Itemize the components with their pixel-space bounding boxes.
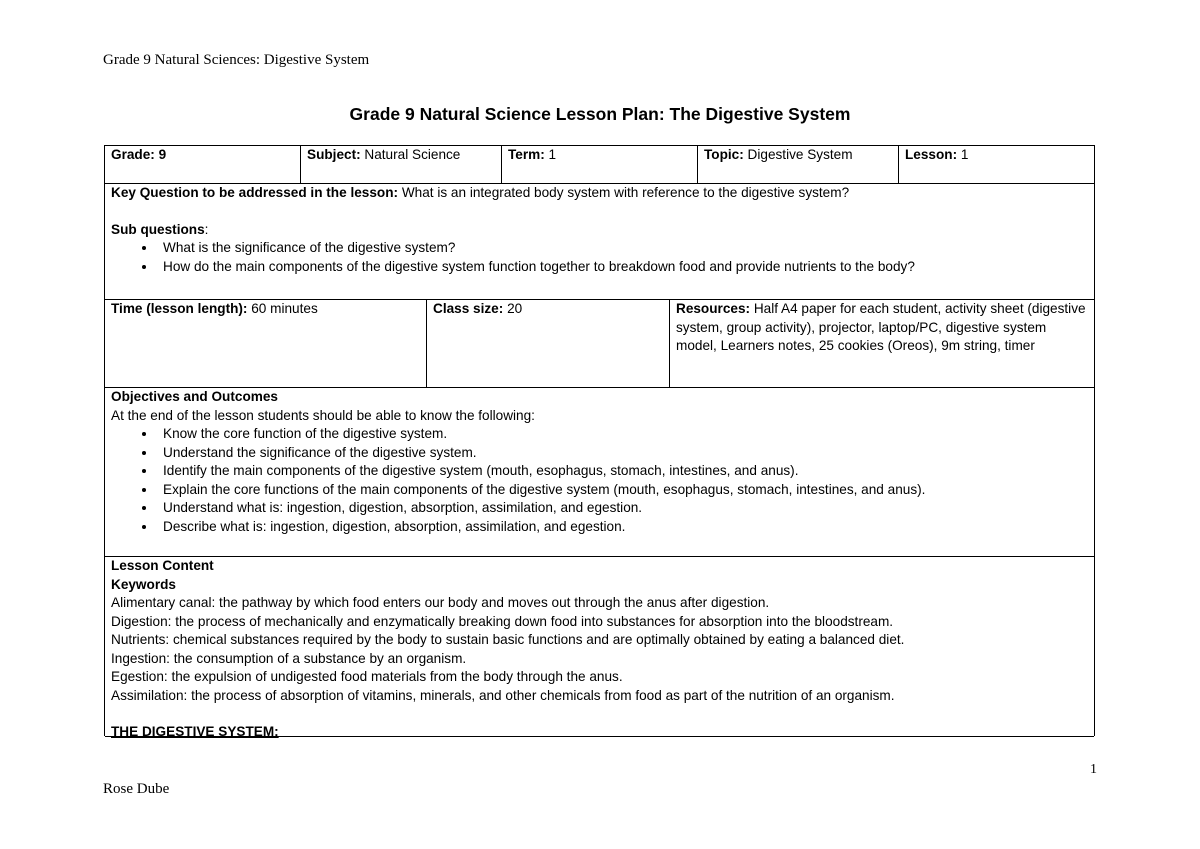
- key-question: Key Question to be addressed in the lesson: What is an integrated body system with reference to the digestive system?: [111, 185, 850, 200]
- lesson-plan-table: [104, 145, 1095, 739]
- objectives-intro: At the end of the lesson students should be able to know the following:: [111, 407, 535, 423]
- objectives-list: [105, 425, 1094, 536]
- keyword-line: Egestion: the expulsion of undigested food materials from the body through the anus.: [111, 669, 623, 684]
- list-item: • Understand the significance of the digestive system.: [157, 444, 1094, 463]
- term-cell: Term: 1: [502, 146, 698, 183]
- list-item: • Understand what is: ingestion, digestion, absorption, assimilation, and egestion.: [157, 499, 1094, 518]
- author-footer: Rose Dube: [103, 781, 170, 797]
- keyword-line: Assimilation: the process of absorption of vitamins, minerals, and other chemicals from food as part of the nutrition of an organism.: [111, 687, 895, 703]
- sub-questions-list: [105, 239, 1094, 276]
- section-heading: THE DIGESTIVE SYSTEM:: [111, 724, 279, 739]
- resources-cell: Resources: Half A4 paper for each student, activity sheet (digestive system, group activity), projector, laptop/PC, digestive system model, Learners notes, 25 cookies (Oreos), 9m string, timer: [676, 301, 1086, 353]
- keyword-line: Nutrients: chemical substances required by the body to sustain basic functions and are optimally obtained by eating a balanced diet.: [111, 632, 905, 647]
- sub-questions-heading: Sub questions:: [111, 221, 209, 237]
- table-row-objectives: [105, 388, 1094, 557]
- page-title: Grade 9 Natural Science Lesson Plan: The Digestive System: [349, 104, 851, 124]
- table-row-key-question: [105, 184, 1094, 300]
- list-item: • How do the main components of the digestive system function together to breakdown food and provide nutrients to the body?: [157, 258, 1094, 277]
- time-cell: Time (lesson length): 60 minutes: [105, 300, 427, 387]
- grade-cell: Grade: 9: [105, 146, 301, 183]
- topic-cell: Topic: Digestive System: [698, 146, 899, 183]
- list-item: • Identify the main components of the digestive system (mouth, esophagus, stomach, intestines, and anus).: [157, 462, 1094, 481]
- keyword-line: Alimentary canal: the pathway by which food enters our body and moves out through the anus after digestion.: [111, 595, 770, 610]
- objectives-heading: Objectives and Outcomes: [111, 389, 278, 404]
- page-number: 1: [1090, 762, 1097, 777]
- running-header: Grade 9 Natural Sciences: Digestive System: [103, 52, 370, 68]
- list-item: • Explain the core functions of the main components of the digestive system (mouth, esophagus, stomach, intestines, and anus).: [157, 481, 1094, 500]
- subject-cell: Subject: Natural Science: [301, 146, 502, 183]
- list-item: • What is the significance of the digestive system?: [157, 239, 1094, 258]
- keywords-heading: Keywords: [111, 576, 176, 592]
- keyword-line: Ingestion: the consumption of a substance by an organism.: [111, 650, 467, 666]
- class-size-cell: Class size: 20: [427, 300, 670, 387]
- list-item: • Know the core function of the digestive system.: [157, 425, 1094, 444]
- list-item: • Describe what is: ingestion, digestion, absorption, assimilation, and egestion.: [157, 518, 1094, 537]
- lesson-cell: Lesson: 1: [905, 147, 969, 162]
- table-row-content: [105, 557, 1094, 737]
- keyword-line: Digestion: the process of mechanically and enzymatically breaking down food into substances for absorption into the bloodstream.: [111, 613, 894, 629]
- content-heading: Lesson Content: [111, 558, 214, 573]
- table-row-logistics: [105, 300, 1094, 388]
- table-row-info: [105, 146, 1094, 184]
